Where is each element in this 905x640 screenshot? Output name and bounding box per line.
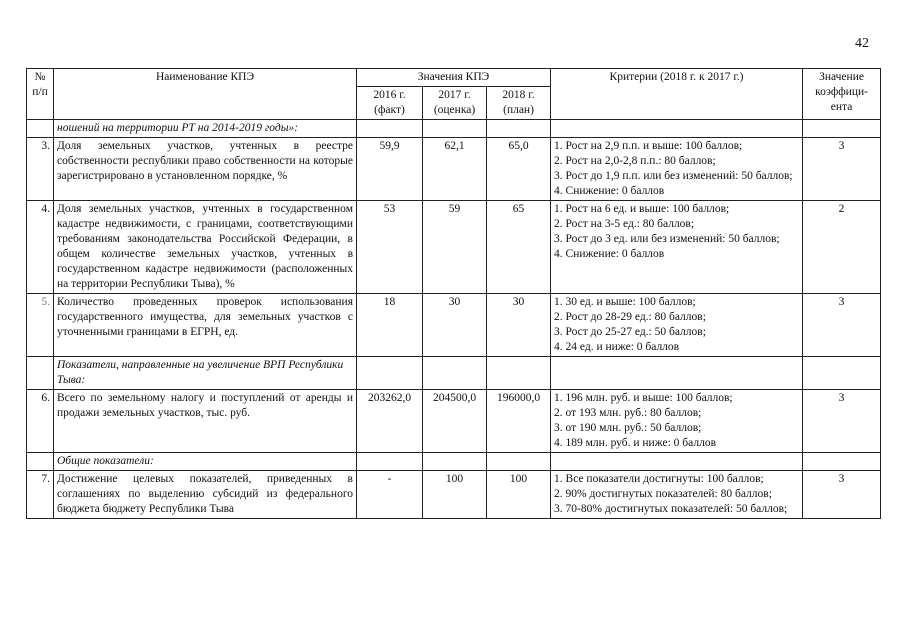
value-2018: 65,0 <box>487 138 551 201</box>
value-2016: 203262,0 <box>357 390 423 453</box>
empty-cell <box>357 453 423 471</box>
table-row <box>27 471 881 519</box>
row-num: 3. <box>27 138 54 201</box>
row-name: Доля земельных участков, учтенных в реестре собственности республики право собственности на которые зарегистрировано в установленном порядке, % <box>54 138 357 201</box>
header-name: Наименование КПЭ <box>54 69 357 120</box>
value-2018: 196000,0 <box>487 390 551 453</box>
value-2017: 100 <box>423 471 487 519</box>
criteria-cell <box>551 471 803 519</box>
empty-cell <box>803 453 881 471</box>
value-2017: 204500,0 <box>423 390 487 453</box>
empty-cell <box>551 357 803 390</box>
criteria-line: 4. Снижение: 0 баллов <box>554 185 665 197</box>
value-2017: 59 <box>423 201 487 294</box>
criteria-line: 3. Рост до 1,9 п.п. или без изменений: 50 баллов; <box>554 170 793 182</box>
empty-cell <box>803 120 881 138</box>
criteria-line: 1. 30 ед. и выше: 100 баллов; <box>554 296 696 308</box>
criteria-line: 4. Снижение: 0 баллов <box>554 248 665 260</box>
row-name: Количество проведенных проверок использования государственного имущества, для земельных участков с уточненными границами в ЕГРН, ед. <box>54 294 357 357</box>
criteria-line: 4. 189 млн. руб. и ниже: 0 баллов <box>554 437 717 449</box>
criteria-line: 2. 90% достигнутых показателей: 80 баллов; <box>554 488 772 500</box>
header-2017: 2017 г. (оценка) <box>423 87 487 120</box>
criteria-cell <box>551 294 803 357</box>
table-row <box>27 294 881 357</box>
empty-cell <box>487 453 551 471</box>
empty-cell <box>487 357 551 390</box>
empty-cell <box>423 357 487 390</box>
continuation-row <box>27 120 881 138</box>
value-2018: 30 <box>487 294 551 357</box>
criteria-line: 3. Рост до 25-27 ед.: 50 баллов; <box>554 326 706 338</box>
section-row <box>27 453 881 471</box>
empty-cell <box>551 453 803 471</box>
criteria-line: 4. 24 ед. и ниже: 0 баллов <box>554 341 680 353</box>
row-num: 7. <box>27 471 54 519</box>
header-coef: Значение коэффици-ента <box>803 69 881 120</box>
criteria-cell <box>551 201 803 294</box>
section-title-common: Общие показатели: <box>54 453 357 471</box>
empty-cell <box>357 357 423 390</box>
header-criteria: Критерии (2018 г. к 2017 г.) <box>551 69 803 120</box>
table-row <box>27 390 881 453</box>
value-2018: 65 <box>487 201 551 294</box>
empty-cell <box>487 120 551 138</box>
table-row <box>27 138 881 201</box>
empty-cell <box>423 453 487 471</box>
empty-cell <box>423 120 487 138</box>
criteria-cell <box>551 138 803 201</box>
coef-value: 3 <box>803 138 881 201</box>
table-row <box>27 201 881 294</box>
kpe-table <box>26 68 881 519</box>
continuation-text: ношений на территории РТ на 2014-2019 годы»: <box>54 120 357 138</box>
criteria-line: 2. Рост на 3-5 ед.: 80 баллов; <box>554 218 695 230</box>
header-row <box>27 69 881 87</box>
row-name: Всего по земельному налогу и поступлений от аренды и продажи земельных участков, тыс. руб. <box>54 390 357 453</box>
page-number: 42 <box>855 36 869 51</box>
criteria-line: 1. Рост на 6 ед. и выше: 100 баллов; <box>554 203 730 215</box>
row-num: 6. <box>27 390 54 453</box>
row-name: Доля земельных участков, учтенных в государственном кадастре недвижимости, с границами, соответствующими требованиям законодательства Российской Федерации, в общем количестве земельных участков, учтенных в государственном кадастре недвижимости (расположенных на территории Республики Тыва), % <box>54 201 357 294</box>
coef-value: 3 <box>803 390 881 453</box>
section-row <box>27 357 881 390</box>
value-2016: 59,9 <box>357 138 423 201</box>
criteria-cell <box>551 390 803 453</box>
header-values: Значения КПЭ <box>357 69 551 87</box>
criteria-line: 3. 70-80% достигнутых показателей: 50 баллов; <box>554 503 788 515</box>
empty-cell <box>27 453 54 471</box>
value-2016: 53 <box>357 201 423 294</box>
value-2017: 30 <box>423 294 487 357</box>
coef-value: 2 <box>803 201 881 294</box>
criteria-line: 1. Все показатели достигнуты: 100 баллов; <box>554 473 764 485</box>
criteria-line: 2. Рост до 28-29 ед.: 80 баллов; <box>554 311 706 323</box>
coef-value: 3 <box>803 471 881 519</box>
coef-value: 3 <box>803 294 881 357</box>
empty-cell <box>551 120 803 138</box>
value-2016: - <box>357 471 423 519</box>
value-2018: 100 <box>487 471 551 519</box>
header-2018: 2018 г. (план) <box>487 87 551 120</box>
criteria-line: 2. Рост на 2,0-2,8 п.п.: 80 баллов; <box>554 155 716 167</box>
empty-cell <box>357 120 423 138</box>
criteria-line: 3. от 190 млн. руб.: 50 баллов; <box>554 422 702 434</box>
header-2016: 2016 г. (факт) <box>357 87 423 120</box>
header-num: № п/п <box>27 69 54 120</box>
continuation-empty <box>27 120 54 138</box>
criteria-line: 3. Рост до 3 ед. или без изменений: 50 баллов; <box>554 233 780 245</box>
empty-cell <box>803 357 881 390</box>
section-title-vrp: Показатели, направленные на увеличение ВРП Республики Тыва: <box>54 357 357 390</box>
criteria-line: 2. от 193 млн. руб.: 80 баллов; <box>554 407 702 419</box>
row-num: 5. <box>27 294 54 357</box>
row-num: 4. <box>27 201 54 294</box>
criteria-line: 1. 196 млн. руб. и выше: 100 баллов; <box>554 392 733 404</box>
row-name: Достижение целевых показателей, приведенных в соглашениях по выделению субсидий из федерального бюджета бюджету Республики Тыва <box>54 471 357 519</box>
empty-cell <box>27 357 54 390</box>
value-2017: 62,1 <box>423 138 487 201</box>
value-2016: 18 <box>357 294 423 357</box>
criteria-line: 1. Рост на 2,9 п.п. и выше: 100 баллов; <box>554 140 743 152</box>
